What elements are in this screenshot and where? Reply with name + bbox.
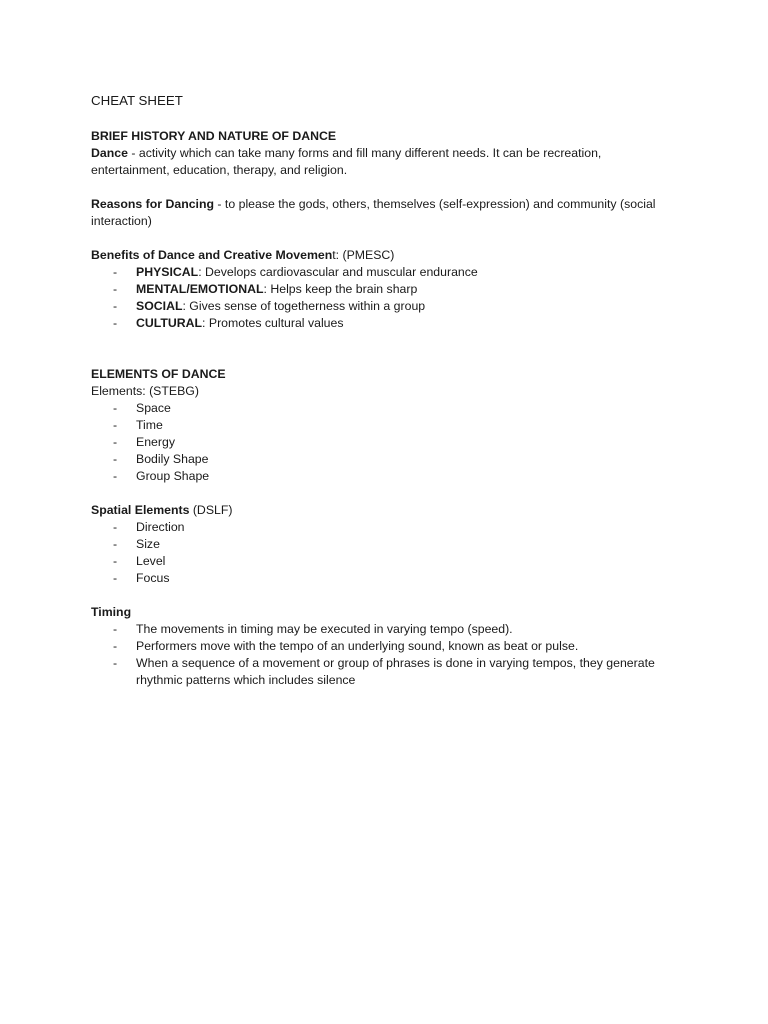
reasons-definition: [91, 196, 681, 230]
list-item: - PHYSICAL: Develops cardiovascular and muscular endurance: [113, 265, 478, 279]
benefits-heading: Benefits of Dance and Creative Movement: (PMESC): [91, 248, 395, 262]
list-item: - Performers move with the tempo of an underlying sound, known as beat or pulse.: [113, 639, 579, 653]
list-item: - Group Shape: [113, 469, 210, 483]
list-item: - Level: [113, 554, 166, 568]
list-item: - Energy: [113, 435, 175, 449]
list-item: - CULTURAL: Promotes cultural values: [113, 316, 344, 330]
list-item: - MENTAL/EMOTIONAL: Helps keep the brain sharp: [113, 282, 418, 296]
spatial-heading: Spatial Elements (DSLF): [91, 503, 233, 517]
list-item: - Direction: [113, 520, 185, 534]
list-item: - The movements in timing may be executed in varying tempo (speed).: [113, 622, 513, 636]
list-item: - Space: [113, 401, 171, 415]
elements-heading: ELEMENTS OF DANCE: [91, 367, 226, 381]
list-item: - Focus: [113, 571, 170, 585]
dance-def-text: - activity which can take many forms and fill many different needs. It can be recreation, entertainment, education, therapy, and religion.: [91, 146, 602, 177]
spatial-list: [91, 519, 681, 587]
list-item: - SOCIAL: Gives sense of togetherness within a group: [113, 299, 426, 313]
history-heading: BRIEF HISTORY AND NATURE OF DANCE: [91, 129, 337, 143]
timing-heading: Timing: [91, 605, 132, 619]
reasons-def-text: - to please the gods, others, themselves (self-expression) and community (social interaction): [91, 197, 656, 228]
dance-term: Dance: [91, 146, 128, 160]
elements-label: Elements: (STEBG): [91, 384, 199, 398]
document-content: [91, 91, 681, 689]
list-item: - Size: [113, 537, 160, 551]
list-item: - When a sequence of a movement or group of phrases is done in varying tempos, they generate rhythmic patterns which includes silence: [113, 656, 655, 687]
reasons-term: Reasons for Dancing: [91, 197, 214, 211]
list-item: - Time: [113, 418, 163, 432]
benefits-list: [91, 264, 681, 332]
elements-list: [91, 400, 681, 485]
timing-list: [91, 621, 681, 689]
dance-definition: [91, 145, 681, 179]
document-title: CHEAT SHEET: [91, 93, 183, 108]
list-item: - Bodily Shape: [113, 452, 209, 466]
